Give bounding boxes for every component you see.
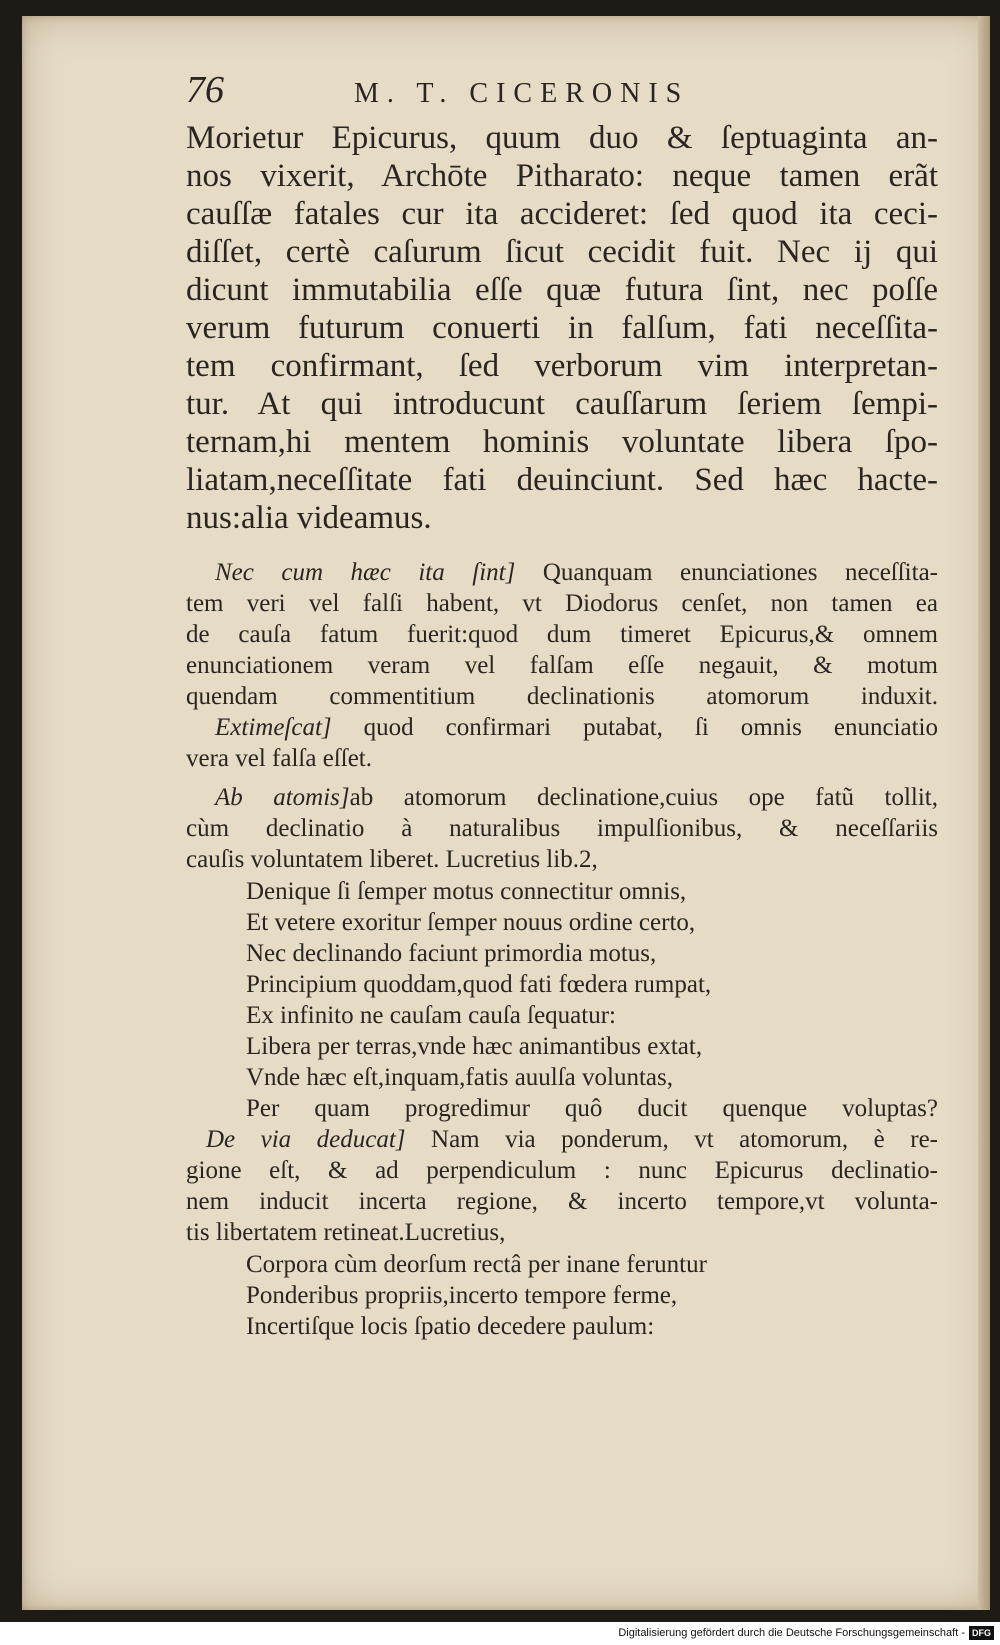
note-line: quendam commentitium declinationis atomorum induxit. <box>186 683 938 710</box>
note-lemma: De via deducat] <box>206 1126 406 1153</box>
note-line: tis libertatem retineat.Lucretius, <box>186 1219 506 1246</box>
verse-line: Per quam progredimur quô ducit quenque voluptas? <box>246 1095 938 1122</box>
verse-line: Ex infinito ne cauſam cauſa ſequatur: <box>246 1002 616 1029</box>
funding-credit <box>618 1625 994 1641</box>
note-line: tem veri vel falſi habent, vt Diodorus cenſet, non tamen ea <box>186 590 938 617</box>
verse-line: Incertiſque locis ſpatio decedere paulum: <box>246 1313 655 1340</box>
verse-line: Corpora cùm deorſum rectâ per inane feruntur <box>246 1251 707 1278</box>
main-line: tur. At qui introducunt cauſſarum ſeriem ſempi- <box>186 386 938 422</box>
verse-line: Denique ſi ſemper motus connectitur omnis, <box>246 878 687 905</box>
note-line: De via deducat] Nam via ponderum, vt atomorum, è re- <box>206 1126 939 1153</box>
main-line: verum futurum conuerti in falſum, fati neceſſita- <box>186 310 938 346</box>
main-line: cauſſæ fatales cur ita accideret: ſed quod ita ceci- <box>186 196 938 232</box>
running-title: M. T. CICERONIS <box>354 78 690 109</box>
main-line: tem confirmant, ſed verborum vim interpretan- <box>186 348 938 384</box>
note-line: cauſis voluntatem liberet. Lucretius lib.2, <box>186 846 598 873</box>
main-line: nus:alia videamus. <box>186 500 432 536</box>
book-page <box>22 16 990 1610</box>
page-number: 76 <box>186 69 224 111</box>
credit-text: Digitalisierung gefördert durch die Deutsche Forschungsgemeinschaft - <box>618 1627 965 1639</box>
note-line: Nec cum hæc ita ſint] Quanquam enunciationes neceſſita- <box>215 559 938 586</box>
verse-line: Et vetere exoritur ſemper nouus ordine certo, <box>246 909 696 936</box>
note-line: enunciationem veram vel falſam eſſe negauit, & motum <box>186 652 938 679</box>
verse-line: Ponderibus propriis,incerto tempore ferme, <box>246 1282 678 1309</box>
note-line: Extimeſcat] quod confirmari putabat, ſi omnis enunciatio <box>215 714 938 741</box>
note-line: de cauſa fatum fuerit:quod dum timeret Epicurus,& omnem <box>186 621 938 648</box>
main-line: nos vixerit, Archōte Pitharato: neque tamen erãt <box>186 158 938 194</box>
verse-line: Nec declinando faciunt primordia motus, <box>246 940 657 967</box>
verse-line: Vnde hæc eſt,inquam,fatis auulſa voluntas, <box>246 1064 673 1091</box>
verse-line: Libera per terras,vnde hæc animantibus extat, <box>246 1033 703 1060</box>
note-line: vera vel falſa eſſet. <box>186 745 372 772</box>
main-line: diſſet, certè caſurum ſicut cecidit fuit. Nec ij qui <box>186 234 938 270</box>
note-lemma: Nec cum hæc ita ſint] <box>215 559 516 586</box>
main-line: ternam,hi mentem hominis voluntate libera ſpo- <box>186 424 938 460</box>
note-line: nem inducit incerta regione, & incerto tempore,vt volunta- <box>186 1188 938 1215</box>
note-line: cùm declinatio à naturalibus impulſionibus, & neceſſariis <box>186 815 938 842</box>
dfg-logo: DFG <box>969 1626 994 1640</box>
note-lemma: Extimeſcat] <box>215 714 332 741</box>
main-line: liatam,neceſſitate fati deuinciunt. Sed hæc hacte- <box>186 462 938 498</box>
verse-line: Principium quoddam,quod fati fœdera rumpat, <box>246 971 712 998</box>
page-edge <box>978 16 990 1610</box>
note-line: Ab atomis]ab atomorum declinatione,cuius ope fatũ tollit, <box>215 784 938 811</box>
note-lemma: Ab atomis] <box>215 784 350 811</box>
main-line: Morietur Epicurus, quum duo & ſeptuaginta an- <box>186 120 938 156</box>
note-line: gione eſt, & ad perpendiculum : nunc Epicurus declinatio- <box>186 1157 938 1184</box>
main-line: dicunt immutabilia eſſe quæ futura ſint, nec poſſe <box>186 272 938 308</box>
